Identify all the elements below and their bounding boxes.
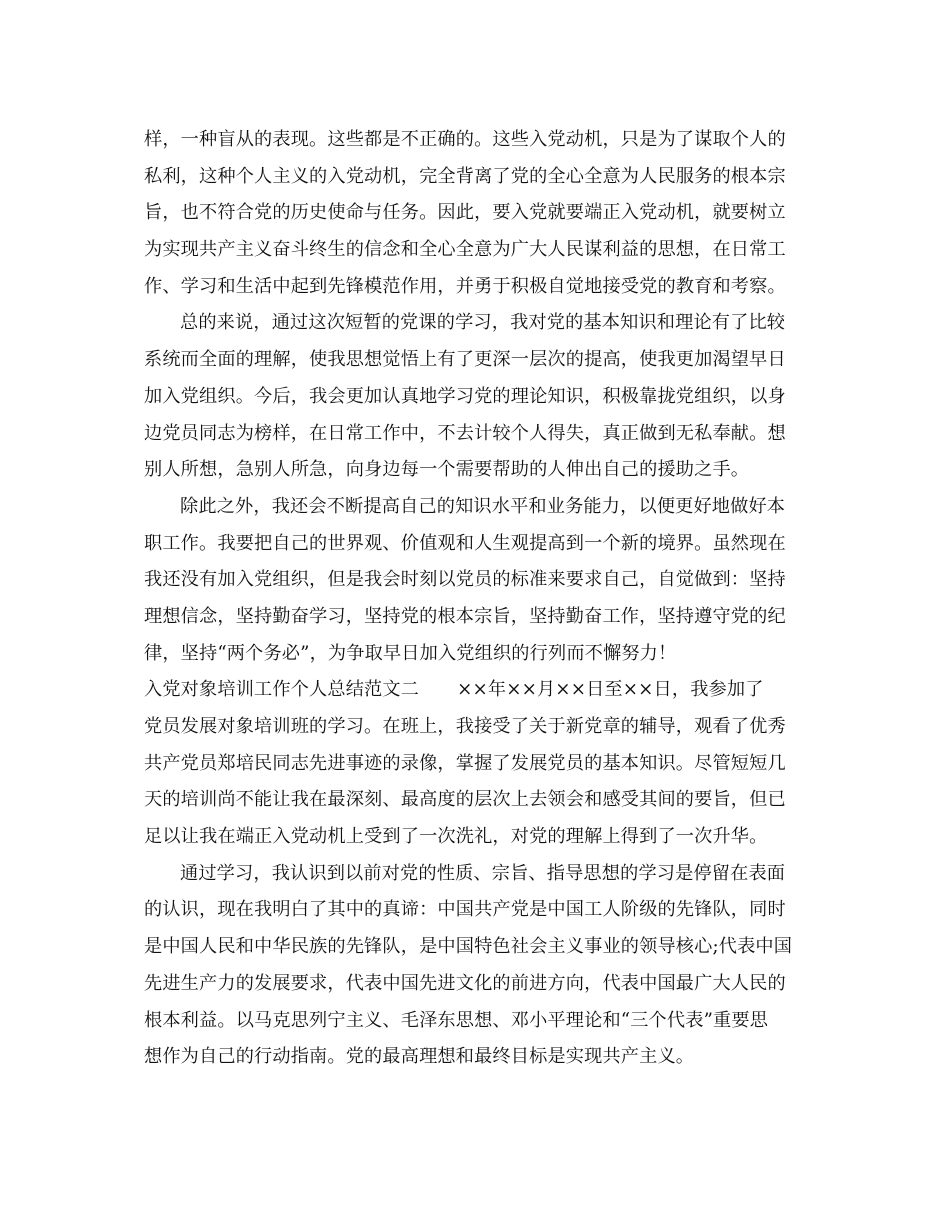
text-line-24: 先进生产力的发展要求，代表中国先进文化的前进方向，代表中国最广大人民的 bbox=[144, 972, 786, 994]
text-line-19: 天的培训尚不能让我在最深刻、最高度的层次上去领会和感受其间的要旨，但已 bbox=[144, 789, 786, 811]
text-line-8: 加入党组织。今后，我会更加认真地学习党的理论知识，积极靠拢党组织，以身 bbox=[144, 385, 786, 407]
section-heading-line bbox=[144, 672, 808, 709]
text-line-20: 足以让我在端正入党动机上受到了一次洗礼，对党的理解上得到了一次升华。 bbox=[144, 826, 768, 848]
text-line-4: 为实现共产主义奋斗终生的信念和全心全意为广大人民谋利益的思想，在日常工 bbox=[144, 239, 786, 261]
text-line-18: 共产党员郑培民同志先进事迹的录像，掌握了发展党员的基本知识。尽管短短几 bbox=[144, 752, 786, 774]
text-line-3: 旨，也不符合党的历史使命与任务。因此，要入党就要端正入党动机，就要树立 bbox=[144, 202, 786, 224]
text-line-1: 样，一种盲从的表现。这些都是不正确的。这些入党动机，只是为了谋取个人的 bbox=[144, 129, 786, 150]
text-line-22: 的认识，现在我明白了其中的真谛：中国共产党是中国工人阶级的先锋队，同时 bbox=[144, 899, 786, 921]
text-line-10: 别人所想，急别人所急，向身边每一个需要帮助的人伸出自己的援助之手。 bbox=[144, 459, 750, 481]
text-line-2: 私利，这种个人主义的入党动机，完全背离了党的全心全意为人民服务的根本宗 bbox=[144, 165, 786, 187]
text-line-23: 是中国人民和中华民族的先锋队，是中国特色社会主义事业的领导核心;代表中国 bbox=[144, 936, 793, 958]
text-line-14: 理想信念，坚持勤奋学习，坚持党的根本宗旨，坚持勤奋工作，坚持遵守党的纪 bbox=[144, 605, 786, 627]
text-line-7: 系统而全面的理解，使我思想觉悟上有了更深一层次的提高，使我更加渴望早日 bbox=[144, 349, 786, 371]
paragraph-study-start: 通过学习，我认识到以前对党的性质、宗旨、指导思想的学习是停留在表面 bbox=[180, 862, 786, 884]
text-line-25: 根本利益。以马克思列宁主义、毛泽东思想、邓小平理论和“三个代表”重要思 bbox=[144, 1009, 769, 1031]
section-title: 入党对象培训工作个人总结范文二 bbox=[144, 679, 420, 701]
document-body bbox=[144, 122, 808, 1076]
section-date-text: ××年××月××日至××日，我参加了 bbox=[457, 679, 764, 701]
text-line-5: 作、学习和生活中起到先锋模范作用，并勇于积极自觉地接受党的教育和考察。 bbox=[144, 275, 786, 297]
paragraph-summary-start: 总的来说，通过这次短暂的党课的学习，我对党的基本知识和理论有了比较 bbox=[180, 312, 786, 334]
text-line-26: 想作为自己的行动指南。党的最高理想和最终目标是实现共产主义。 bbox=[144, 1046, 695, 1068]
text-line-13: 我还没有加入党组织，但是我会时刻以党员的标准来要求自己，自觉做到：坚持 bbox=[144, 569, 786, 591]
text-line-9: 边党员同志为榜样，在日常工作中，不去计较个人得失，真正做到无私奉献。想 bbox=[144, 422, 786, 444]
text-line-17: 党员发展对象培训班的学习。在班上，我接受了关于新党章的辅导，观看了优秀 bbox=[144, 716, 786, 737]
paragraph-besides-start: 除此之外，我还会不断提高自己的知识水平和业务能力，以便更好地做好本 bbox=[180, 495, 786, 517]
text-line-12: 职工作。我要把自己的世界观、价值观和人生观提高到一个新的境界。虽然现在 bbox=[144, 532, 786, 554]
text-line-15: 律，坚持“两个务必”，为争取早日加入党组织的行列而不懈努力！ bbox=[144, 642, 677, 664]
